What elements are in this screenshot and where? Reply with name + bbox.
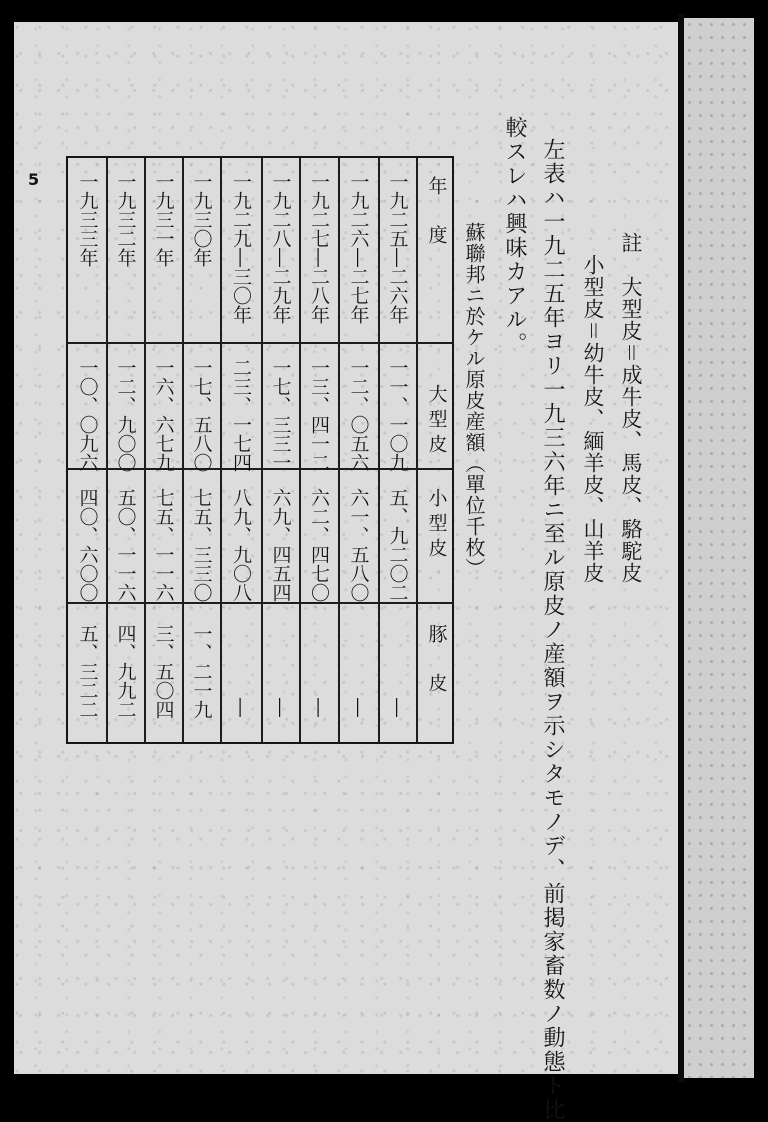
table-row: [378, 158, 416, 742]
cell-year: 一九三二年: [114, 172, 137, 267]
cell-small: 七五、三三〇: [190, 488, 213, 602]
table-caption: 蘇聯邦ニ於ケル原皮産額（單位千枚）: [462, 222, 486, 579]
cell-small: 六二、四七〇: [308, 488, 330, 602]
cell-large: 一六、六七九: [152, 358, 175, 472]
cell-pig: 五、三二二: [76, 624, 99, 719]
table-row: [220, 158, 261, 742]
cell-year: 一九二七―二八年: [308, 172, 330, 324]
cell-large: 一三、四一二: [308, 358, 330, 472]
table-row: [68, 158, 106, 742]
cell-pig: ―: [230, 698, 252, 717]
cell-large: 一七、三三一: [269, 358, 292, 472]
cell-large: 一七、五八〇: [190, 358, 213, 472]
cell-pig: 一、二一九: [190, 624, 213, 719]
cell-small: 七五、一一六: [152, 488, 175, 602]
hide-production-table: [66, 156, 454, 744]
cell-large: 二三、一七四: [230, 358, 252, 472]
body-text-line-1: 左表ハ一九二五年ヨリ一九三六年ニ至ル原皮ノ産額ヲ示シタモノデ、前掲家畜数ノ動態ト比: [540, 138, 565, 1122]
cell-large: 一二、九〇〇: [114, 358, 137, 472]
cell-pig: ―: [269, 698, 292, 717]
cell-pig: ―: [308, 698, 330, 717]
table-row: [299, 158, 338, 742]
note-line-large-hides: 註 大型皮＝成牛皮、馬皮、駱駝皮: [619, 232, 643, 584]
page-number: 5: [28, 170, 40, 189]
cell-pig: ―: [386, 698, 409, 717]
cell-year: 一九二八―二九年: [269, 172, 292, 324]
header-large-hides: 大型皮: [425, 384, 448, 459]
cell-small: 八九、九〇八: [230, 488, 252, 602]
note-line-small-hides: 小型皮＝幼牛皮、緬羊皮、山羊皮: [581, 254, 605, 584]
header-column: [416, 158, 456, 742]
table-row: [182, 158, 220, 742]
table-row: [144, 158, 182, 742]
cell-year: 一九三〇年: [190, 172, 213, 267]
table-row: [106, 158, 144, 742]
cell-pig: 四、九九二: [114, 624, 137, 719]
header-small-hides: 小型皮: [425, 488, 448, 563]
cell-pig: ―: [347, 698, 370, 717]
header-year: 年度: [425, 176, 448, 274]
cell-large: 一〇、〇九六: [76, 358, 99, 472]
adjacent-page-edge: [684, 18, 754, 1078]
cell-large: 一二、〇五六: [347, 358, 370, 472]
cell-small: 四〇、六〇〇: [76, 488, 99, 602]
body-text-line-2: 較スレハ興味カアル。: [502, 116, 527, 356]
cell-year: 一九三一年: [152, 172, 175, 267]
cell-year: 一九二九―三〇年: [230, 172, 252, 324]
cell-year: 一九二五―二六年: [386, 172, 409, 324]
header-pig-hides: 豚皮: [425, 624, 448, 722]
cell-year: 一九三三年: [76, 172, 99, 267]
cell-small: 五〇、一一六: [114, 488, 137, 602]
cell-small: 六一、五八〇: [347, 488, 370, 602]
cell-year: 一九二六―二七年: [347, 172, 370, 324]
cell-pig: 三、五〇四: [152, 624, 175, 719]
table-row: [261, 158, 299, 742]
cell-small: 五、九二〇二: [386, 488, 409, 602]
table-row: [338, 158, 378, 742]
cell-small: 六九、四五四: [269, 488, 292, 602]
cell-large: 一一、一〇九: [386, 358, 409, 472]
